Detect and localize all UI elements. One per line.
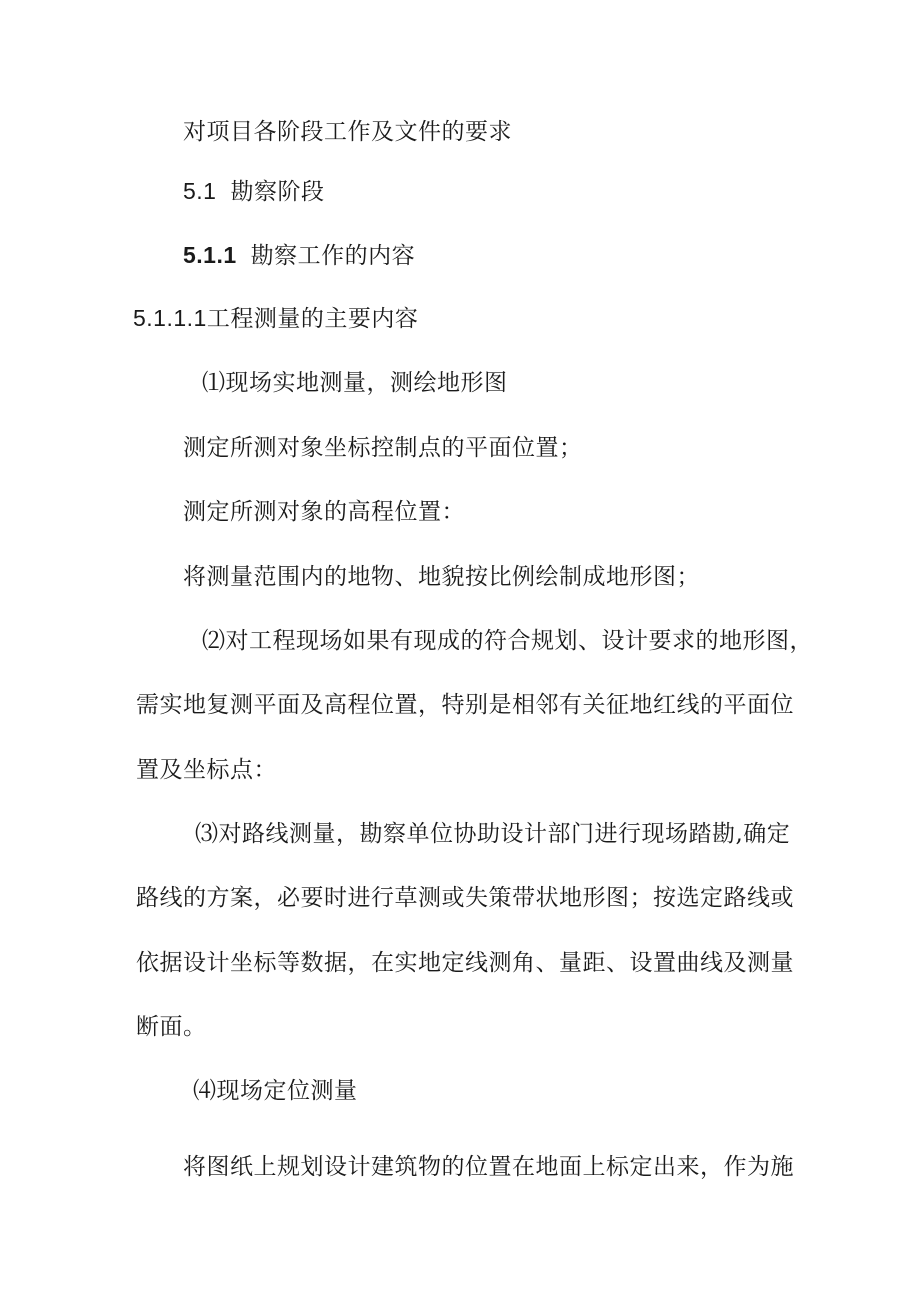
main-heading: 对项目各阶段工作及文件的要求: [183, 119, 512, 145]
paragraph-line: 依据设计坐标等数据，在实地定线测角、量距、设置曲线及测量: [136, 950, 794, 976]
paragraph-line: 路线的方案，必要时进行草测或失策带状地形图；按选定路线或: [136, 885, 794, 911]
item-1-title: ⑴现场实地测量，测绘地形图: [202, 370, 508, 396]
paragraph-line: 测定所测对象的高程位置：: [183, 499, 465, 525]
section-title: 工程测量的主要内容: [206, 306, 419, 332]
paragraph-line: 测定所测对象坐标控制点的平面位置；: [183, 435, 583, 461]
section-title: 勘察阶段: [230, 179, 325, 205]
paragraph-line: 置及坐标点：: [136, 757, 277, 783]
paragraph-line: ⑵对工程现场如果有现成的符合规划、设计要求的地形图，: [202, 628, 813, 654]
section-number: 5.1.1: [183, 242, 237, 268]
section-number: 5.1: [183, 178, 217, 204]
paragraph-line: 将测量范围内的地物、地貌按比例绘制成地形图；: [183, 564, 700, 590]
section-5-1-1-1-heading: [133, 303, 418, 334]
paragraph-line: 断面。: [136, 1014, 207, 1040]
item-4-title: ⑷现场定位测量: [193, 1078, 358, 1104]
paragraph-line: ⑶对路线测量，勘察单位协助设计部门进行现场踏勘,确定: [195, 821, 791, 847]
paragraph-line: 将图纸上规划设计建筑物的位置在地面上标定出来，作为施: [183, 1154, 794, 1180]
section-5-1-heading: [183, 176, 324, 207]
paragraph-line: 需实地复测平面及高程位置，特别是相邻有关征地红线的平面位: [136, 692, 794, 718]
section-title: 勘察工作的内容: [250, 243, 416, 269]
section-number: 5.1.1.1: [133, 305, 207, 331]
section-5-1-1-heading: [183, 240, 415, 271]
